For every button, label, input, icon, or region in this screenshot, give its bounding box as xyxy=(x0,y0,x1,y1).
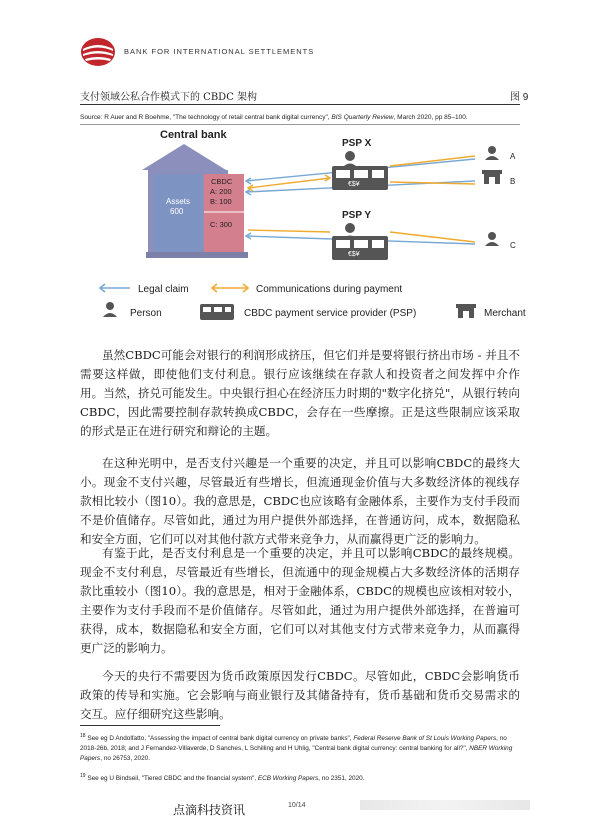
figure-label: 图 9 xyxy=(510,92,529,103)
central-bank-building xyxy=(142,144,248,258)
assets-value: 600 xyxy=(170,207,184,216)
cbdc-architecture-diagram xyxy=(80,126,530,336)
cbdc-b: B: 100 xyxy=(210,197,232,206)
cbdc-title: CBDC xyxy=(211,177,233,186)
body-paragraph-4: 今天的央行不需要因为货币政策原因发行CBDC。尽管如此，CBDC会影响货币政策的传导和实施。它会影响与商业银行及其储备持有，货币基础和货币交易需求的交互。应仔细研究这些影响。 xyxy=(80,669,520,721)
footnote-18-journal: Federal Reserve Bank of St Louis Working Papers xyxy=(353,735,497,743)
footnote-18-text-b: , no 2018-26b, 2018; and J Fernandez-Villaverde, D Sanches, L Schilling and H Uhlig, "Central bank digital currency: central banking for all?", xyxy=(80,735,507,753)
source-rule xyxy=(80,124,520,125)
footnote-19 xyxy=(80,771,520,784)
node-c-label: C xyxy=(510,241,516,250)
legend xyxy=(100,284,526,320)
footer-source-label: 点滴科技资讯 xyxy=(173,803,246,817)
header-rule xyxy=(80,104,520,105)
footnote-18 xyxy=(80,731,520,764)
psp-x-currency: €$¥ xyxy=(348,181,360,188)
legend-person-icon xyxy=(103,302,117,317)
node-b-label: B xyxy=(510,177,516,186)
legend-merchant-icon xyxy=(456,304,476,318)
footnote-18-text-c: , no 26753, 2020. xyxy=(100,755,150,763)
bank-name: BANK FOR INTERNATIONAL SETTLEMENTS xyxy=(124,47,315,56)
source-prefix: Source: R Auer and R Boehme, "The technology of retail central bank digital currency", xyxy=(80,114,330,121)
legend-communications: Communications during payment xyxy=(256,284,403,295)
legend-psp: CBDC payment service provider (PSP) xyxy=(244,308,417,319)
merchant-b-icon xyxy=(482,170,502,184)
node-a-label: A xyxy=(510,152,516,161)
psp-y-icon xyxy=(332,223,388,260)
footnote-18-journal-2: NBER Working Papers xyxy=(80,745,513,763)
footnote-rule xyxy=(80,725,220,726)
assets-label: Assets xyxy=(166,197,191,206)
central-bank-label: Central bank xyxy=(160,129,227,141)
footnote-19-journal: ECB Working Papers xyxy=(257,775,319,783)
body-paragraph-3: 有鉴于此，是否支付利息是一个重要的决定，并且可以影响CBDC的最终规模。现金不支付利息，尽管最近有些增长，但流通中的现金规模占大多数经济体的活期存款比重较小（图10）。我的意思是，相对于金融体系，CBDC的规模也应该相对较小，主要作为支付手段而不是价值储存。尽管如此，通过为用户提供外部选择，在普遍可获得，成本，数据隐私和安全方面，它们可以对其他支付方式带来竞争力，从而赢得更广泛的影响力。 xyxy=(80,546,520,655)
psp-x-label: PSP X xyxy=(342,138,372,149)
footnote-19-text-a: See eg U Bindseil, "Tiered CBDC and the financial system", xyxy=(87,775,257,783)
person-c-icon xyxy=(485,232,499,246)
legend-psp-icon xyxy=(200,304,234,320)
source-suffix: , March 2020, pp 85–100. xyxy=(393,114,468,121)
cbdc-c: C: 300 xyxy=(210,220,233,229)
legend-legal-claim: Legal claim xyxy=(138,284,189,295)
body-paragraph-1: 虽然CBDC可能会对银行的利润形成挤压，但它们并是要将银行挤出市场 - 并且不需要这样做，即使他们支付利息。银行应该继续在存款人和投资者之间发挥中介作用。当然，挤兑可能发生。中央银行担心在经济压力时期的"数字化挤兑"，从银行转向CBDC，因此需要控制存款转换成CBDC，会存在一些摩擦。正是这些限制应该采取的形式是正在进行研究和辩论的主题。 xyxy=(80,348,520,438)
person-a-icon xyxy=(485,146,499,160)
page-number: 10/14 xyxy=(288,802,306,809)
bis-logo xyxy=(80,37,116,71)
footnote-18-number: 18 xyxy=(80,733,86,739)
legend-person: Person xyxy=(130,308,162,319)
figure-source xyxy=(80,114,468,121)
footnote-18-text-a: See eg D Andolfatto, "Assessing the impact of central bank digital currency on private banks", xyxy=(87,735,352,743)
footnote-19-text-b: , no 2351, 2020. xyxy=(318,775,365,783)
footer-watermark xyxy=(360,800,530,810)
footnote-19-number: 19 xyxy=(80,773,86,779)
body-paragraph-2: 在这种光明中，是否支付兴趣是一个重要的决定，并且可以影响CBDC的最终大小。现金不支付兴趣，尽管最近有些增长，但流通现金价值与大多数经济体的视线存款相比较小（图10）。我的意思是，CBDC也应该略有金融体系，主要作为支付手段而不是价值储存。尽管如此，通过为用户提供外部选择，在普通访问，成本，数据隐私和安全方面，它们可以对其他付款方式带来竞争力，从而赢得更广泛的影响力。 xyxy=(80,456,520,546)
psp-y-currency: €$¥ xyxy=(348,251,360,258)
figure-title: 支付领域公私合作模式下的 CBDC 架构 xyxy=(80,92,258,103)
source-journal: BIS Quarterly Review xyxy=(331,114,394,121)
cbdc-a: A: 200 xyxy=(210,187,232,196)
bis-logo-icon xyxy=(80,37,116,67)
psp-y-label: PSP Y xyxy=(342,210,372,221)
legend-merchant: Merchant xyxy=(484,308,526,319)
psp-x-icon xyxy=(332,151,388,190)
